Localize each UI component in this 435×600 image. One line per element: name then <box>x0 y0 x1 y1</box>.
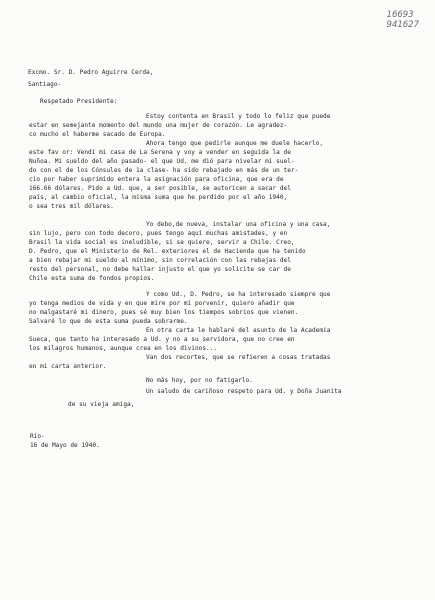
body-line: Sueca, que tanto ha interesado a Ud. y no a su servidora, que no cree en <box>29 336 295 343</box>
recipient-city: Santiago- <box>28 81 62 88</box>
body-line: de su vieja amiga, <box>68 401 135 408</box>
body-line: a bien rebajar mi sueldo al mínimo, sin correlación con las rebajas del <box>29 257 291 264</box>
archive-code-line: 941627 <box>386 20 419 30</box>
body-line: país, al cambio oficial, la misma suma que he perdido por el año 1940, <box>29 194 288 201</box>
body-line: Estoy contenta en Brasil y todo lo feliz que puede <box>146 113 331 120</box>
body-line: no malgastaré mi dinero, pues sé muy bien los tiempos sobrios que vienen. <box>29 309 299 316</box>
date: 16 de Mayo de 1940. <box>30 442 100 449</box>
salutation: Respetado Presidente: <box>40 98 118 105</box>
body-line: Un saludo de cariñoso respeto para Ud. y Doña Juanita <box>146 388 342 395</box>
body-line: co mucho el haberme sacado de Europa. <box>29 131 166 138</box>
archive-code-line: 16693 <box>386 10 414 20</box>
body-line: en mi carta anterior. <box>29 363 107 370</box>
body-line: Brasil la vida social es ineludible, si se quiere, servir a Chile. Creo, <box>29 239 295 246</box>
body-line: No más hoy, por no fatigarlo. <box>146 377 253 384</box>
body-line: Van dos recortes, que se refieren a cosas tratadas <box>146 354 331 361</box>
body-line: estar en semejante momento del mundo una mujer de corazón. Le agradez- <box>29 122 288 129</box>
body-line: do con el de los Cónsules de 1a clase- ha sido rebajado en más de un ter- <box>29 167 299 174</box>
place: Río- <box>30 433 45 440</box>
body-line: 166.66 dólares. Pido a Ud. que, a ser posible, se autoricen a sacar del <box>29 185 291 192</box>
body-line: este fav or: Vendí mi casa de La Serena y voy a vender en seguida la de <box>29 149 291 156</box>
body-line: Salvaré lo que de esta suma pueda sobrarme. <box>29 318 188 325</box>
archive-code <box>387 10 419 30</box>
body-line: yo tenga medios de vida y en que mire por mi porvenir, quiero añadir que <box>29 300 295 307</box>
body-line: o sea tres mil dólares. <box>29 203 114 210</box>
body-line: cio por haber suprimido entera la asignación para oficina, que era de <box>29 176 284 183</box>
body-line: Ahora tengo que pedirle aunque me duele hacerlo, <box>146 140 324 147</box>
body-line: Yo debo,de nueva, instalar una oficina y una casa, <box>146 221 331 228</box>
body-line: los milagros humanos, aunque crea en los divinos... <box>29 345 218 352</box>
body-line: Y como Ud., D. Pedro, se ha interesado siempre que <box>146 291 331 298</box>
body-line: Chile esta suma de fondos propios. <box>29 275 155 282</box>
body-line: D. Pedro, que el Ministerio de Rel. exteriores el de Hacienda que ha tenido <box>29 248 306 255</box>
body-line: sin lujo, pero con todo decoro, pues tengo aquí muchas amistades, y en <box>29 230 288 237</box>
body-line: resto del personal, no debe hallar injusto el que yo solicite se car de <box>29 266 291 273</box>
body-line: En otra carta le hablaré del asunto de la Academia <box>146 327 331 334</box>
body-line: Nuñoa. Mi sueldo del año pasado- el que Ud. me dió para nivelar mi suel- <box>29 158 295 165</box>
recipient-name: Excmo. Sr. D. Pedro Aguirre Cerda, <box>28 69 154 76</box>
